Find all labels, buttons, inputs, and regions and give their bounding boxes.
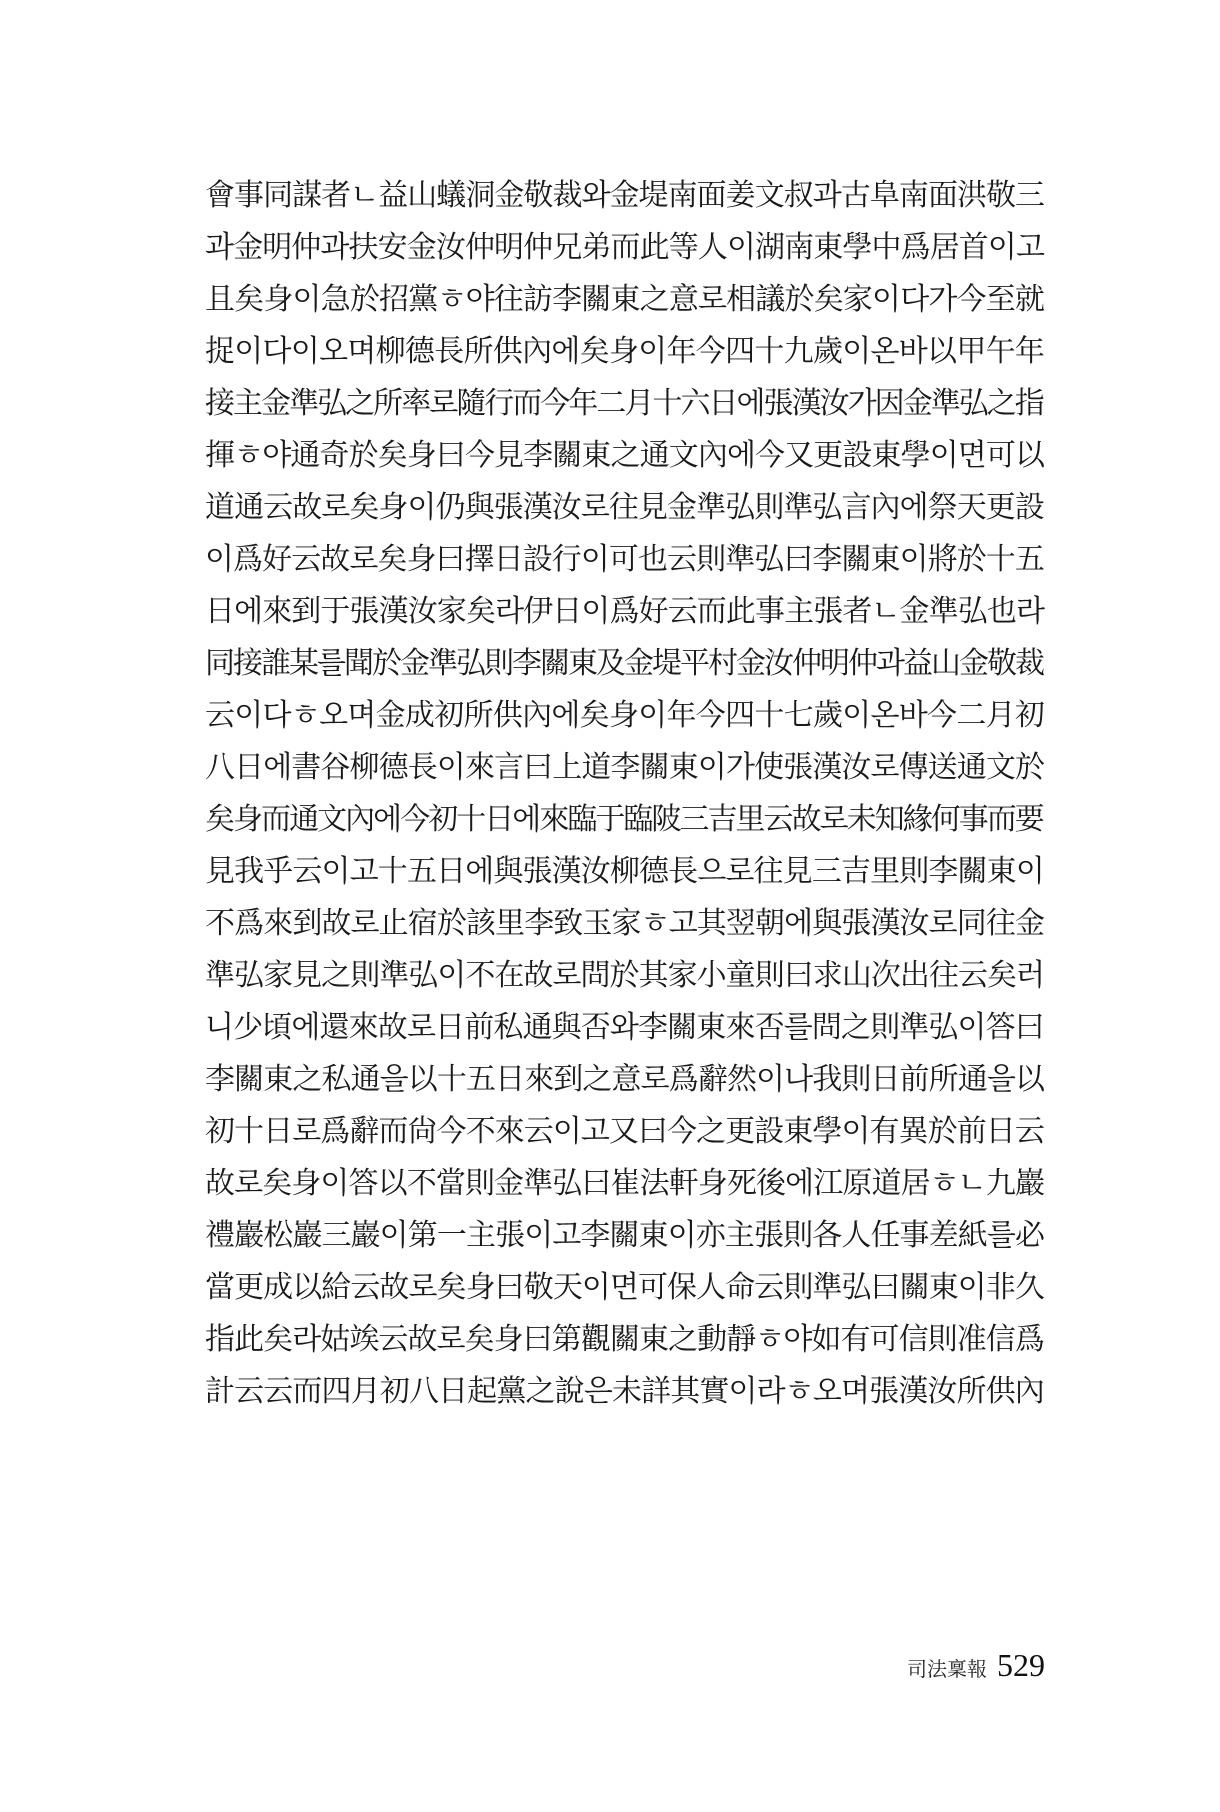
text-line: 云이다ㅎ오며金成初所供內에矣身이年今四十七歲이온바今二月初: [205, 698, 1045, 733]
text-line: 接主金準弘之所率로隨行而今年二月十六日에張漢汝가因金準弘之指: [205, 386, 1043, 421]
text-line: 八日에書谷柳德長이來言曰上道李關東이가使張漢汝로傳送通文於: [205, 750, 1045, 785]
text-line: 니少頃에還來故로日前私通與否와李關東來否를問之則準弘이答曰: [205, 1010, 1044, 1045]
text-line: 會事同謀者ㄴ益山蟻洞金敬裁와金堤南面姜文叔과古阜南面洪敬三: [205, 178, 1045, 213]
text-line: 禮巖松巖三巖이第一主張이고李關東이亦主張則各人任事差紙를必: [205, 1218, 1045, 1253]
text-line: 初十日로爲辭而尙今不來云이고又曰今之更設東學이有異於前日云: [205, 1114, 1044, 1149]
text-line: 且矣身이急於招黨ㅎ야往訪李關東之意로相議於矣家이다가今至就: [205, 282, 1045, 317]
text-line: 不爲來到故로止宿於該里李致玉家ㅎ고其翌朝에與張漢汝로同往金: [205, 906, 1045, 941]
text-line: 과金明仲과扶安金汝仲明仲兄弟而此等人이湖南東學中爲居首이고: [205, 230, 1045, 265]
journal-name: 司法稟報: [907, 1657, 987, 1681]
text-line: 計云云而四月初八日起黨之說은未詳其實이라ㅎ오며張漢汝所供內: [205, 1374, 1044, 1409]
text-line: 捉이다이오며柳德長所供內에矣身이年今四十九歲이온바以甲午年: [205, 334, 1045, 369]
text-line: 日에來到于張漢汝家矣라伊日이爲好云而此事主張者ㄴ金準弘也라: [205, 594, 1045, 629]
page-number: 529: [997, 1647, 1045, 1683]
text-line: 準弘家見之則準弘이不在故로問於其家小童則曰求山次出往云矣러: [205, 958, 1045, 993]
text-line: 李關東之私通을以十五日來到之意로爲辭然이나我則日前所通을以: [205, 1062, 1045, 1097]
text-line: 故로矣身이答以不當則金準弘曰崔法軒身死後에江原道居ㅎㄴ九巖: [205, 1166, 1045, 1201]
text-line: 當更成以給云故로矣身曰敬天이면可保人命云則準弘曰關東이非久: [205, 1270, 1044, 1305]
text-line: 指此矣라姑竢云故로矣身曰第觀關東之動靜ㅎ야如有可信則准信爲: [205, 1322, 1044, 1357]
body-text: [205, 170, 1045, 1418]
text-line: 同接誰某를聞於金準弘則李關東及金堤平村金汝仲明仲과益山金敬裁: [205, 646, 1043, 681]
page-footer: [850, 1647, 1045, 1697]
text-line: 道通云故로矣身이仍與張漢汝로往見金準弘則準弘言內에祭天更設: [205, 490, 1044, 525]
text-line: 矣身而通文內에今初十日에來臨于臨陂三吉里云故로未知緣何事而要: [205, 802, 1043, 837]
text-line: 이爲好云故로矣身曰擇日設行이可也云則準弘曰李關東이將於十五: [205, 542, 1044, 577]
text-line: 揮ㅎ야通奇於矣身曰今見李關東之通文內에今又更設東學이면可以: [205, 438, 1045, 473]
text-line: 見我乎云이고十五日에與張漢汝柳德長으로往見三吉里則李關東이: [205, 854, 1044, 889]
